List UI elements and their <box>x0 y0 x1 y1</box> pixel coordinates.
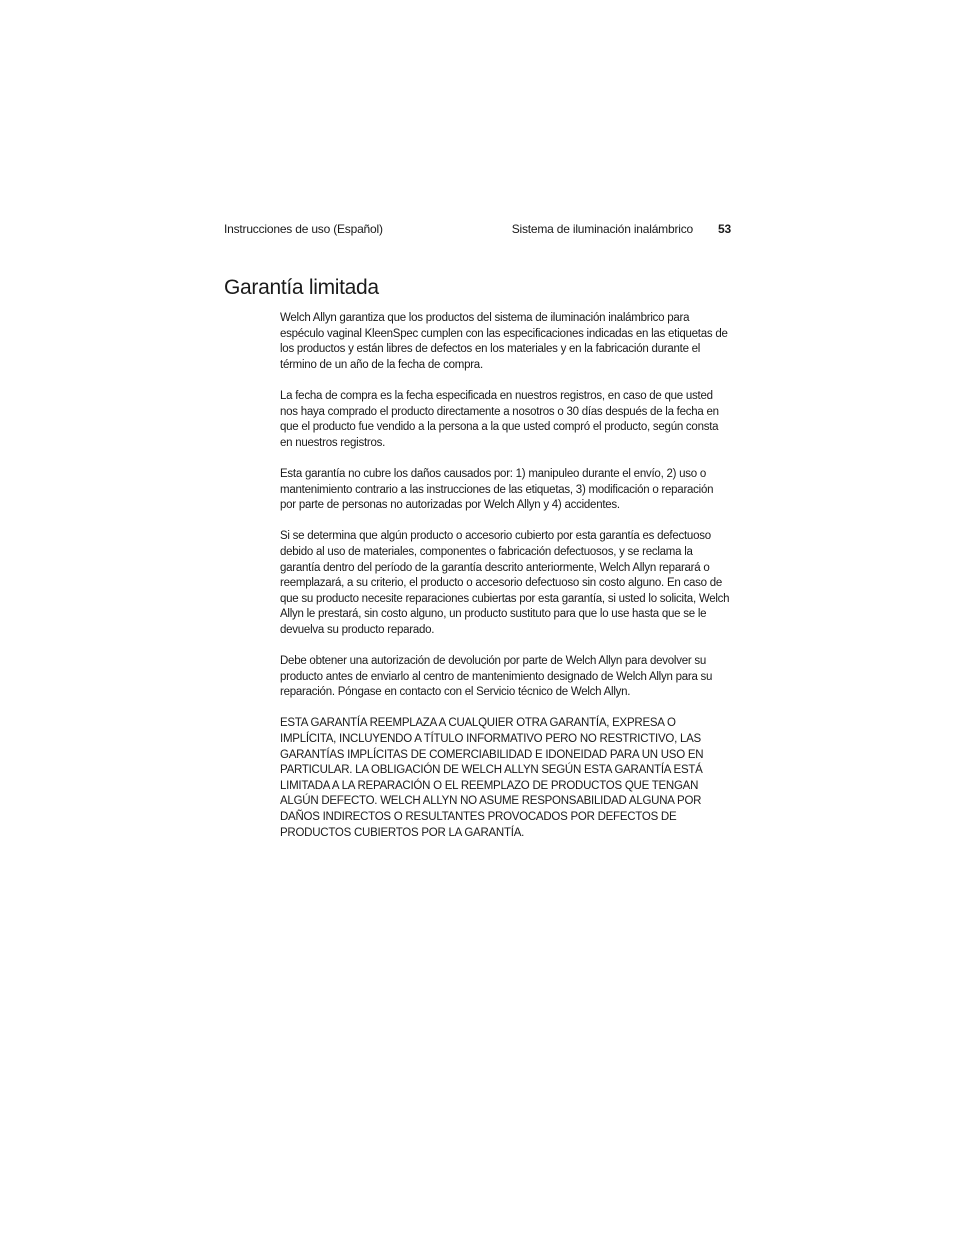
warranty-body <box>280 311 730 857</box>
paragraph-warranty-coverage: Welch Allyn garantiza que los productos del sistema de iluminación inalámbrico para espéculo vaginal KleenSpec cumplen con las especificaciones indicadas en las etiquetas de los productos y están libres de defectos en los materiales y en la fabricación durante el término de un año de la fecha de compra. <box>280 312 728 371</box>
paragraph-exclusions: Esta garantía no cubre los daños causados por: 1) manipuleo durante el envío, 2) uso o mantenimiento contrario a las instrucciones de las etiquetas, 3) modificación o reparación por parte de personas no autorizadas por Welch Allyn y 4) accidentes. <box>280 467 714 512</box>
header-document-title: Instrucciones de uso (Español) <box>224 222 383 236</box>
section-title: Garantía limitada <box>224 276 379 299</box>
paragraph-disclaimer: ESTA GARANTÍA REEMPLAZA A CUALQUIER OTRA GARANTÍA, EXPRESA O IMPLÍCITA, INCLUYENDO A TÍTULO INFORMATIVO PERO NO RESTRICTIVO, LAS GARANTÍAS IMPLÍCITAS DE COMERCIABILIDAD E IDONEIDAD PARA UN USO EN PARTICULAR. LA OBLIGACIÓN DE WELCH ALLYN SEGÚN ESTA GARANTÍA ESTÁ LIMITADA A LA REPARACIÓN O EL REEMPLAZO DE PRODUCTOS QUE TENGAN ALGÚN DEFECTO. WELCH ALLYN NO ASUME RESPONSABILIDAD ALGUNA POR DAÑOS INDIRECTOS O RESULTANTES PROVOCADOS POR DEFECTOS DE PRODUCTOS CUBIERTOS POR LA GARANTÍA. <box>280 717 704 839</box>
header-product-name: Sistema de iluminación inalámbrico <box>511 222 693 236</box>
paragraph-purchase-date: La fecha de compra es la fecha especificada en nuestros registros, en caso de que usted nos haya comprado el producto directamente a nosotros o 30 días después de la fecha en que el producto fue vendido a la persona a la que usted compró el producto, según consta en nuestros registros. <box>280 389 719 449</box>
paragraph-return-authorization: Debe obtener una autorización de devolución por parte de Welch Allyn para devolver su producto antes de enviarlo al centro de mantenimiento designado de Welch Allyn para su reparación. Póngase en contacto con el Servicio técnico de Welch Allyn. <box>280 655 713 699</box>
running-header <box>224 221 731 239</box>
page-number: 53 <box>718 222 731 236</box>
paragraph-repair-replacement: Si se determina que algún producto o accesorio cubierto por esta garantía es defectuoso debido al uso de materiales, componentes o fabricación defectuosos, y se reclama la garantía dentro del período de la garantía descrito anteriormente, Welch Allyn reparará o reemplazará, a su criterio, el producto o accesorio defectuoso sin costo alguno. En caso de que su producto necesite reparaciones cubiertas por esta garantía, si usted lo solicita, Welch Allyn le prestará, sin costo alguno, un producto sustituto para que lo use hasta que se le devuelva su producto reparado. <box>280 530 730 636</box>
